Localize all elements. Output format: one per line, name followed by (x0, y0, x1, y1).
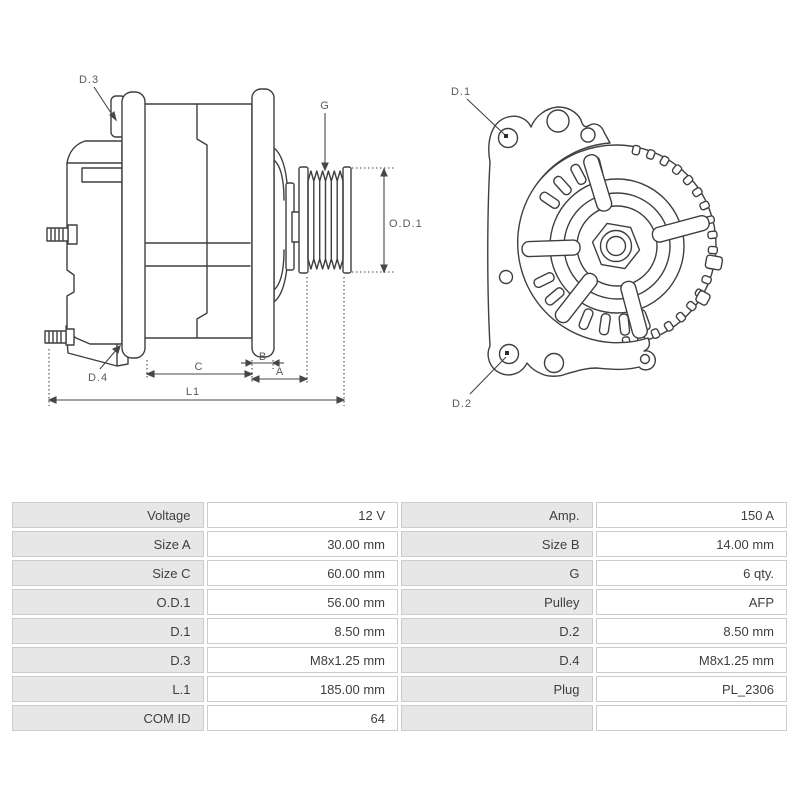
spec-label-cell: Voltage (12, 502, 204, 528)
table-row (12, 502, 787, 528)
spec-table (9, 499, 790, 734)
dim-label-l1: L1 (185, 386, 201, 398)
dim-label-od1: O.D.1 (389, 218, 423, 230)
spec-label-cell: Size C (12, 560, 204, 586)
ring-fin-notches-item (632, 145, 641, 155)
spec-value-cell: 6 qty. (596, 560, 788, 586)
spec-label-cell: Pulley (401, 589, 593, 615)
spec-label-cell: Size A (12, 531, 204, 557)
side-view-diagram (45, 89, 351, 366)
spec-value-cell: 30.00 mm (207, 531, 399, 557)
dim-label-d1: D.1 (450, 86, 472, 98)
table-row (12, 531, 787, 557)
spec-value-cell: M8x1.25 mm (207, 647, 399, 673)
front-view-diagram (488, 107, 723, 376)
terminal-stud-bottom (45, 329, 74, 345)
dim-label-g: G (320, 100, 330, 112)
ring-fin-notches-item (708, 246, 717, 253)
spec-label-cell: G (401, 560, 593, 586)
spec-value-cell: PL_2306 (596, 676, 788, 702)
table-row (12, 589, 787, 615)
table-row (12, 676, 787, 702)
spec-value-cell: 185.00 mm (207, 676, 399, 702)
spec-label-cell: L.1 (12, 676, 204, 702)
spec-value-cell: 14.00 mm (596, 531, 788, 557)
spec-label-cell (401, 705, 593, 731)
spec-label-cell: D.3 (12, 647, 204, 673)
spec-label-cell: Amp. (401, 502, 593, 528)
spec-value-cell: 12 V (207, 502, 399, 528)
spec-label-cell: O.D.1 (12, 589, 204, 615)
spec-value-cell: 56.00 mm (207, 589, 399, 615)
dim-label-d2: D.2 (451, 398, 473, 410)
dim-label-b: B (258, 351, 268, 363)
spec-label-cell: Size B (401, 531, 593, 557)
spec-value-cell: 60.00 mm (207, 560, 399, 586)
spec-label-cell: Plug (401, 676, 593, 702)
dim-label-a: A (275, 366, 285, 378)
ring-fin-notches-item (708, 231, 718, 239)
spec-value-cell: 150 A (596, 502, 788, 528)
spec-value-cell: 8.50 mm (596, 618, 788, 644)
spec-label-cell: COM ID (12, 705, 204, 731)
table-row (12, 618, 787, 644)
spec-label-cell: D.4 (401, 647, 593, 673)
spec-value-cell: 8.50 mm (207, 618, 399, 644)
spec-label-cell: D.2 (401, 618, 593, 644)
pulley-spokes-item (522, 240, 580, 257)
spec-label-cell: D.1 (12, 618, 204, 644)
spec-value-cell: M8x1.25 mm (596, 647, 788, 673)
dim-label-c: C (194, 361, 204, 373)
terminal-stud-top (47, 225, 77, 244)
table-row (12, 647, 787, 673)
side-rear-bracket-bar (122, 92, 145, 358)
side-pulley (299, 167, 351, 273)
dim-label-d4: D.4 (87, 372, 109, 384)
spec-value-cell: 64 (207, 705, 399, 731)
spec-value-cell: AFP (596, 589, 788, 615)
dim-label-d3: D.3 (78, 74, 100, 86)
table-row (12, 560, 787, 586)
table-row (12, 705, 787, 731)
side-front-bracket-arm (252, 89, 274, 357)
spec-value-cell (596, 705, 788, 731)
